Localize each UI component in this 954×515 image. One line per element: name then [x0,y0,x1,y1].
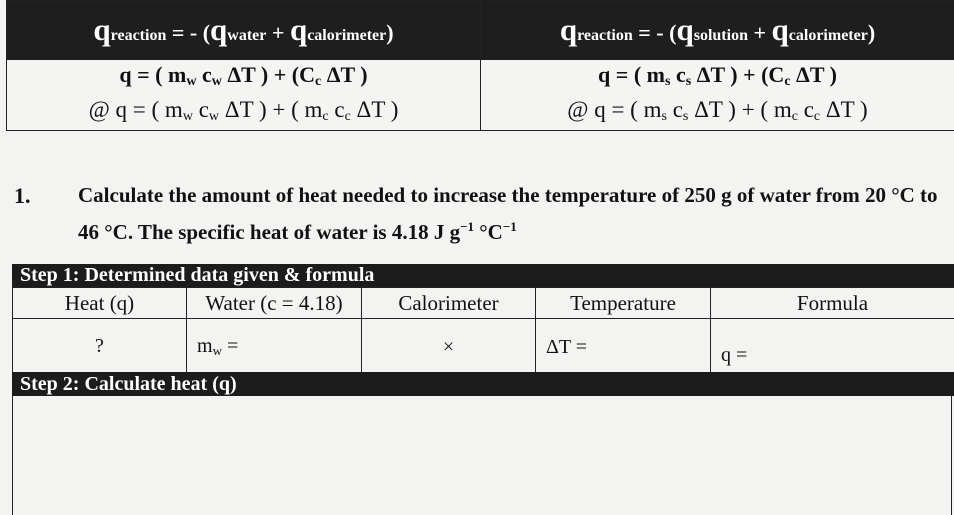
water-equation-1: q = ( $m_w$ $c_w$ ΔT ) + ($C_c$ ΔT ) [119,62,368,89]
col-heat: Heat (q) [13,288,187,319]
question-number: 1. [14,183,31,208]
water-equations [7,60,481,131]
heat-value: ? [13,319,187,382]
temperature-cell[interactable]: ΔT = [536,319,711,382]
step2-header: Step 2: Calculate heat (q) [12,372,954,396]
formula-table [6,0,954,131]
formula-cell[interactable]: q = [711,319,954,382]
step1-header: Step 1: Determined data given & formula [12,264,954,287]
col-formula: Formula [711,288,954,319]
solution-equations [481,60,954,131]
calorimeter-value: × [362,319,536,382]
col-calorimeter: Calorimeter [362,288,536,319]
col-water: Water (c = 4.18) [187,288,362,319]
water-formula-header: qreaction = - (qwater + qcalorimeter) [7,1,481,60]
water-equation-2: @ q = ( $m_w$ $c_w$ ΔT ) + ( $m_c$ $c_c$ ΔT ) [88,97,399,124]
col-temperature: Temperature [536,288,711,319]
calculation-work-area[interactable] [12,396,952,515]
question-text: Calculate the amount of heat needed to increase the temperature of 250 g of water from 20 °C to 46 °C. The specific heat of water is 4.18 J $g^{-1}$ $^\circ C^{-1}$ [78,183,938,244]
solution-equation-2: @ q = ( $m_s$ $c_s$ ΔT ) + ( $m_c$ $c_c$ ΔT ) [567,97,868,124]
solution-equation-1: q = ( $m_s$ $c_s$ ΔT ) + ($C_c$ ΔT ) [598,62,837,89]
water-mass-cell[interactable]: $m_w$ = [187,319,362,382]
data-table [12,287,954,382]
solution-formula-header: qreaction = - (qsolution + qcalorimeter) [481,1,954,60]
data-table-header-row [13,288,954,319]
